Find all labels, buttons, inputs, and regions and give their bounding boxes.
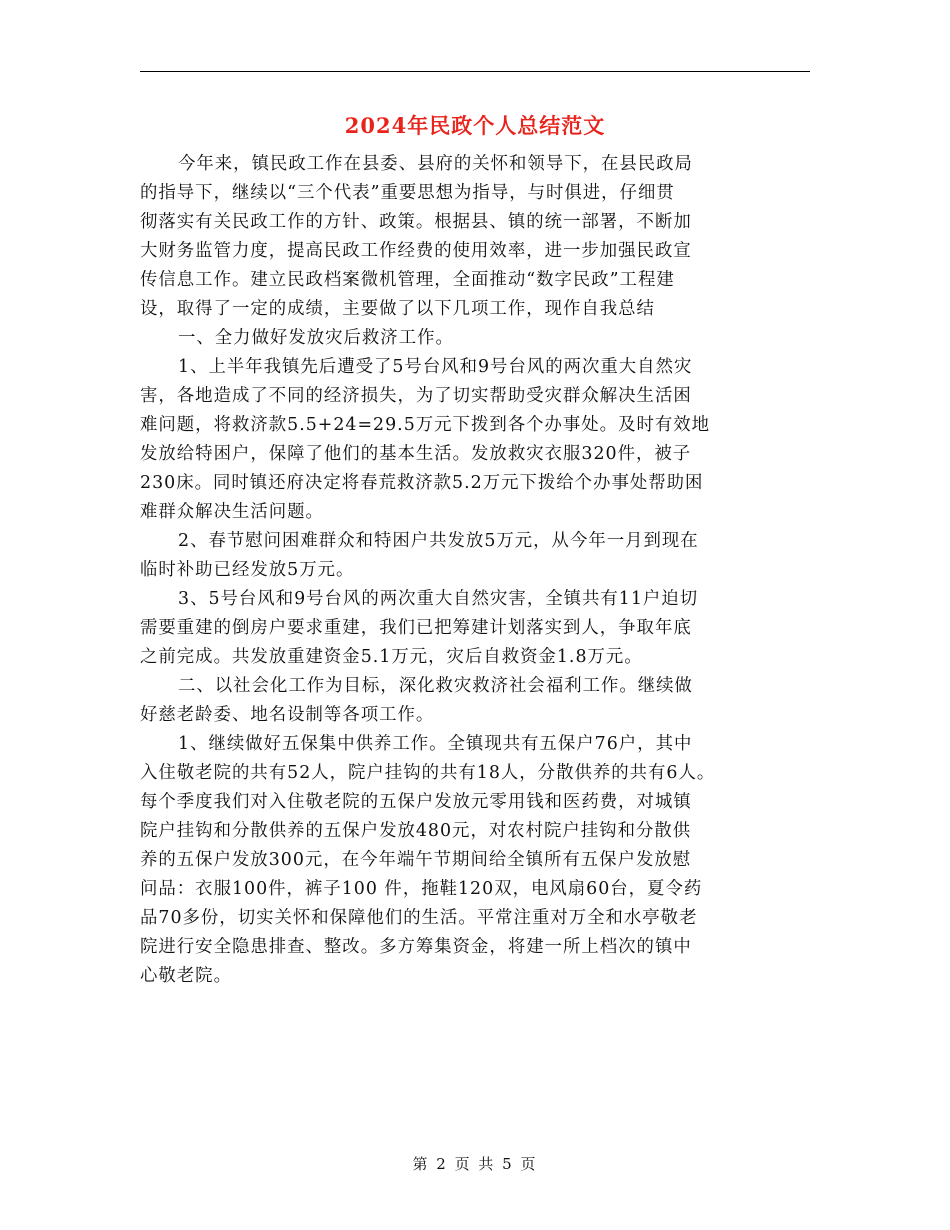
text-line: 难群众解决生活问题。 — [140, 502, 324, 522]
text-line: 2、春节慰问困难群众和特困户共发放5万元，从今年一月到现在 — [178, 531, 699, 551]
text-line: 心敬老院。 — [140, 966, 232, 986]
text-line: 发放给特困户，保障了他们的基本生活。发放救灾衣服320件，被子 — [140, 444, 692, 464]
text-line: 1、继续做好五保集中供养工作。全镇现共有五保户76户，其中 — [178, 734, 693, 754]
page-number: 第 2 页 共 5 页 — [412, 1155, 538, 1173]
text-line: 院户挂钩和分散供养的五保户发放480元，对农村院户挂钩和分散供 — [140, 821, 692, 841]
document-title: 2024年民政个人总结范文 — [344, 113, 606, 138]
text-line: 问品：衣服100件，裤子100 件，拖鞋120双，电风扇60台，夏令药 — [140, 879, 703, 899]
document-body — [140, 150, 810, 991]
text-line: 入住敬老院的共有52人，院户挂钩的共有18人，分散供养的共有6人。 — [140, 763, 716, 783]
text-line: 临时补助已经发放5万元。 — [140, 560, 355, 580]
text-line: 3、5号台风和9号台风的两次重大自然灾害，全镇共有11户迫切 — [178, 589, 699, 609]
text-line: 今年来，镇民政工作在县委、县府的关怀和领导下，在县民政局 — [178, 154, 693, 174]
text-line: 好慈老龄委、地名设制等各项工作。 — [140, 705, 435, 725]
paragraph — [140, 353, 810, 527]
text-line: 彻落实有关民政工作的方针、政策。根据县、镇的统一部署，不断加 — [140, 212, 692, 232]
text-line: 品70多份，切实关怀和保障他们的生活。平常注重对万全和水亭敬老 — [140, 908, 698, 928]
text-line: 需要重建的倒房户要求重建，我们已把筹建计划落实到人，争取年底 — [140, 618, 692, 638]
paragraph — [140, 150, 810, 324]
text-line: 难问题，将救济款5.5+24=29.5万元下拨到各个办事处。及时有效地 — [140, 415, 711, 435]
text-line: 的指导下，继续以“三个代表”重要思想为指导，与时俱进，仔细贯 — [140, 183, 675, 203]
text-line: 每个季度我们对入住敬老院的五保户发放元零用钱和医药费，对城镇 — [140, 792, 692, 812]
text-line: 害，各地造成了不同的经济损失，为了切实帮助受灾群众解决生活困 — [140, 386, 692, 406]
text-line: 230床。同时镇还府决定将春荒救济款5.2万元下拨给个办事处帮助困 — [140, 473, 704, 493]
text-line: 一、全力做好发放灾后救济工作。 — [178, 328, 454, 348]
text-line: 之前完成。共发放重建资金5.1万元，灾后自救资金1.8万元。 — [140, 647, 643, 667]
paragraph — [140, 527, 810, 585]
paragraph — [140, 730, 810, 991]
text-line: 大财务监管力度，提高民政工作经费的使用效率，进一步加强民政宣 — [140, 241, 692, 261]
header-rule — [140, 71, 810, 72]
text-line: 设，取得了一定的成绩，主要做了以下几项工作，现作自我总结 — [140, 299, 655, 319]
text-line: 传信息工作。建立民政档案微机管理，全面推动“数字民政”工程建 — [140, 270, 675, 290]
section-heading — [140, 324, 810, 353]
paragraph — [140, 585, 810, 672]
text-line: 二、以社会化工作为目标，深化救灾救济社会福利工作。继续做 — [178, 676, 693, 696]
text-line: 1、上半年我镇先后遭受了5号台风和9号台风的两次重大自然灾 — [178, 357, 693, 377]
text-line: 养的五保户发放300元，在今年端午节期间给全镇所有五保户发放慰 — [140, 850, 692, 870]
section-heading — [140, 672, 810, 730]
text-line: 院进行安全隐患排查、整改。多方筹集资金，将建一所上档次的镇中 — [140, 937, 692, 957]
